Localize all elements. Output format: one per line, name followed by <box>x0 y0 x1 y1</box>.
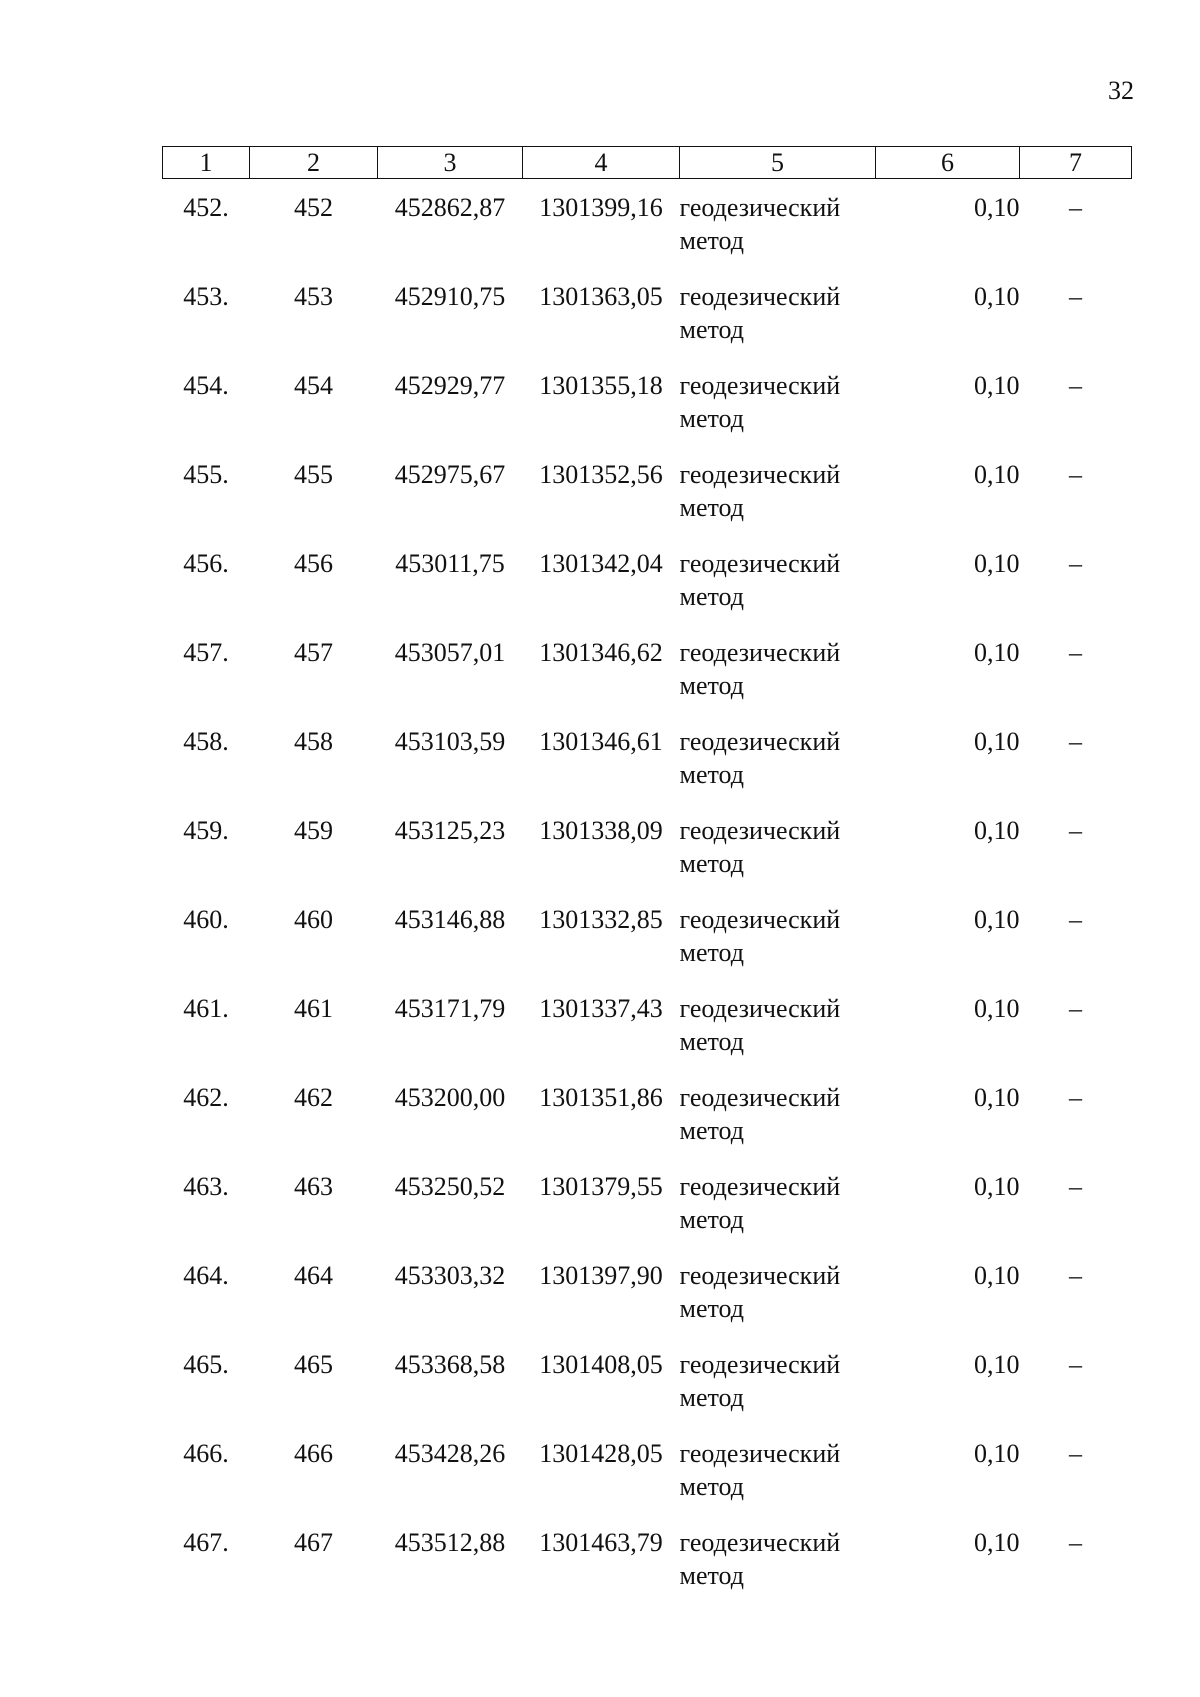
method-line-1: геодезический <box>679 371 841 400</box>
coordinate-y: 1301463,79 <box>539 1528 663 1557</box>
note: – <box>1069 638 1082 667</box>
accuracy: 0,10 <box>974 816 1020 845</box>
point-id: 460 <box>294 905 333 934</box>
coordinate-x-cell <box>378 1081 523 1170</box>
point-id-cell <box>250 1348 378 1437</box>
point-id-cell <box>250 280 378 369</box>
point-id-cell <box>250 1259 378 1348</box>
coordinate-y-cell <box>523 458 680 547</box>
coordinate-y: 1301379,55 <box>539 1172 663 1201</box>
note-cell <box>1020 814 1132 903</box>
method-line-1: геодезический <box>679 1350 841 1379</box>
row-number-cell <box>163 191 250 280</box>
table-row <box>163 992 1132 1081</box>
coordinate-x: 452862,87 <box>394 193 506 222</box>
row-number: 467. <box>183 1528 229 1557</box>
header-cell-7: 7 <box>1020 147 1132 179</box>
coordinate-y-cell <box>523 1081 680 1170</box>
method-cell <box>680 369 876 458</box>
table-row <box>163 903 1132 992</box>
point-id-cell <box>250 903 378 992</box>
table-row <box>163 191 1132 280</box>
coordinate-y-cell <box>523 1170 680 1259</box>
row-number-cell <box>163 814 250 903</box>
row-number: 462. <box>183 1083 229 1112</box>
note: – <box>1069 1261 1082 1290</box>
note-cell <box>1020 1170 1132 1259</box>
point-id: 463 <box>294 1172 333 1201</box>
point-id-cell <box>250 1526 378 1615</box>
point-id-cell <box>250 547 378 636</box>
point-id-cell <box>250 191 378 280</box>
accuracy: 0,10 <box>974 282 1020 311</box>
row-number: 458. <box>183 727 229 756</box>
row-number-cell <box>163 1437 250 1526</box>
note-cell <box>1020 191 1132 280</box>
accuracy-cell <box>876 458 1020 547</box>
point-id: 464 <box>294 1261 333 1290</box>
method-line-1: геодезический <box>679 638 841 667</box>
coordinate-y: 1301337,43 <box>539 994 663 1023</box>
note: – <box>1069 282 1082 311</box>
point-id: 459 <box>294 816 333 845</box>
method-line-1: геодезический <box>679 1261 841 1290</box>
coordinate-y: 1301397,90 <box>539 1261 663 1290</box>
method-line-1: геодезический <box>679 1528 841 1557</box>
point-id: 454 <box>294 371 333 400</box>
method-line-2: метод <box>679 582 744 611</box>
row-number: 460. <box>183 905 229 934</box>
method-cell <box>680 814 876 903</box>
table-row <box>163 369 1132 458</box>
point-id: 457 <box>294 638 333 667</box>
note-cell <box>1020 636 1132 725</box>
row-number: 466. <box>183 1439 229 1468</box>
method-cell <box>680 903 876 992</box>
coordinate-x-cell <box>378 1526 523 1615</box>
coordinate-x: 453368,58 <box>394 1350 506 1379</box>
method-line-2: метод <box>679 671 744 700</box>
method-line-1: геодезический <box>679 1172 841 1201</box>
point-id: 465 <box>294 1350 333 1379</box>
accuracy-cell <box>876 1348 1020 1437</box>
note-cell <box>1020 1081 1132 1170</box>
coordinate-x: 453103,59 <box>394 727 506 756</box>
accuracy: 0,10 <box>974 727 1020 756</box>
coordinate-y: 1301408,05 <box>539 1350 663 1379</box>
point-id: 453 <box>294 282 333 311</box>
note: – <box>1069 371 1082 400</box>
coordinates-table <box>162 146 1132 1615</box>
row-number-cell <box>163 1081 250 1170</box>
coordinate-y-cell <box>523 636 680 725</box>
note-cell <box>1020 992 1132 1081</box>
coordinate-y: 1301346,61 <box>539 727 663 756</box>
coordinate-x: 452975,67 <box>394 460 506 489</box>
point-id-cell <box>250 1081 378 1170</box>
table-row <box>163 1348 1132 1437</box>
accuracy-cell <box>876 191 1020 280</box>
row-number-cell <box>163 1348 250 1437</box>
method-cell <box>680 1437 876 1526</box>
method-line-2: метод <box>679 938 744 967</box>
row-number: 456. <box>183 549 229 578</box>
header-cell-5: 5 <box>680 147 876 179</box>
method-line-2: метод <box>679 1027 744 1056</box>
note-cell <box>1020 1526 1132 1615</box>
point-id: 467 <box>294 1528 333 1557</box>
method-cell <box>680 280 876 369</box>
coordinate-x-cell <box>378 1348 523 1437</box>
method-line-2: метод <box>679 226 744 255</box>
coordinate-x-cell <box>378 1437 523 1526</box>
method-line-1: геодезический <box>679 1439 841 1468</box>
coordinate-x: 453250,52 <box>394 1172 506 1201</box>
coordinate-y-cell <box>523 725 680 814</box>
coordinate-x: 453146,88 <box>394 905 506 934</box>
coordinate-y-cell <box>523 992 680 1081</box>
coordinate-y: 1301351,86 <box>539 1083 663 1112</box>
note: – <box>1069 193 1082 222</box>
row-number: 459. <box>183 816 229 845</box>
row-number: 454. <box>183 371 229 400</box>
accuracy-cell <box>876 1259 1020 1348</box>
accuracy: 0,10 <box>974 905 1020 934</box>
header-cell-6: 6 <box>876 147 1020 179</box>
coordinate-x-cell <box>378 191 523 280</box>
point-id: 461 <box>294 994 333 1023</box>
note: – <box>1069 549 1082 578</box>
point-id: 466 <box>294 1439 333 1468</box>
note-cell <box>1020 280 1132 369</box>
method-cell <box>680 1259 876 1348</box>
coordinate-x: 453125,23 <box>394 816 506 845</box>
method-line-2: метод <box>679 493 744 522</box>
coordinate-y: 1301355,18 <box>539 371 663 400</box>
method-line-2: метод <box>679 1116 744 1145</box>
accuracy: 0,10 <box>974 1439 1020 1468</box>
table-row <box>163 458 1132 547</box>
table-header <box>163 147 1132 179</box>
table-body <box>163 191 1132 1615</box>
accuracy: 0,10 <box>974 371 1020 400</box>
coordinate-x-cell <box>378 1170 523 1259</box>
method-line-2: метод <box>679 1561 744 1590</box>
coordinate-y: 1301332,85 <box>539 905 663 934</box>
table-row <box>163 547 1132 636</box>
coordinate-y-cell <box>523 1526 680 1615</box>
coordinate-y: 1301399,16 <box>539 193 663 222</box>
coordinate-y-cell <box>523 369 680 458</box>
coordinate-y: 1301352,56 <box>539 460 663 489</box>
coordinate-x: 453512,88 <box>394 1528 506 1557</box>
row-number: 464. <box>183 1261 229 1290</box>
table-row <box>163 1526 1132 1615</box>
page-number: 32 <box>1108 76 1134 105</box>
accuracy: 0,10 <box>974 1528 1020 1557</box>
coordinate-y-cell <box>523 547 680 636</box>
row-number-cell <box>163 725 250 814</box>
row-number-cell <box>163 458 250 547</box>
note-cell <box>1020 725 1132 814</box>
coordinate-y: 1301342,04 <box>539 549 663 578</box>
accuracy-cell <box>876 992 1020 1081</box>
accuracy: 0,10 <box>974 994 1020 1023</box>
accuracy-cell <box>876 636 1020 725</box>
method-cell <box>680 1081 876 1170</box>
method-cell <box>680 547 876 636</box>
coordinate-x-cell <box>378 903 523 992</box>
point-id: 452 <box>294 193 333 222</box>
point-id-cell <box>250 1170 378 1259</box>
point-id-cell <box>250 369 378 458</box>
coordinate-x: 452929,77 <box>394 371 506 400</box>
point-id: 455 <box>294 460 333 489</box>
header-cell-2: 2 <box>250 147 378 179</box>
coordinate-x-cell <box>378 547 523 636</box>
table-row <box>163 725 1132 814</box>
coordinate-x-cell <box>378 636 523 725</box>
row-number-cell <box>163 369 250 458</box>
method-line-2: метод <box>679 849 744 878</box>
method-cell <box>680 458 876 547</box>
coordinate-y-cell <box>523 1259 680 1348</box>
accuracy-cell <box>876 369 1020 458</box>
coordinate-y: 1301338,09 <box>539 816 663 845</box>
note: – <box>1069 727 1082 756</box>
method-cell <box>680 191 876 280</box>
table-row <box>163 1081 1132 1170</box>
header-row <box>163 147 1132 179</box>
point-id: 456 <box>294 549 333 578</box>
accuracy: 0,10 <box>974 460 1020 489</box>
note: – <box>1069 1528 1082 1557</box>
accuracy-cell <box>876 1526 1020 1615</box>
note: – <box>1069 1172 1082 1201</box>
note: – <box>1069 994 1082 1023</box>
coordinate-x: 453057,01 <box>394 638 506 667</box>
accuracy: 0,10 <box>974 1172 1020 1201</box>
table-row <box>163 1170 1132 1259</box>
note-cell <box>1020 458 1132 547</box>
method-line-1: геодезический <box>679 460 841 489</box>
coordinate-x-cell <box>378 1259 523 1348</box>
note-cell <box>1020 1259 1132 1348</box>
note-cell <box>1020 903 1132 992</box>
accuracy-cell <box>876 547 1020 636</box>
row-number: 452. <box>183 193 229 222</box>
row-number-cell <box>163 1170 250 1259</box>
coordinate-x: 453428,26 <box>394 1439 506 1468</box>
row-number-cell <box>163 280 250 369</box>
table-row <box>163 814 1132 903</box>
accuracy-cell <box>876 1170 1020 1259</box>
coordinate-x-cell <box>378 992 523 1081</box>
method-line-1: геодезический <box>679 1083 841 1112</box>
accuracy-cell <box>876 280 1020 369</box>
method-line-2: метод <box>679 1383 744 1412</box>
coordinate-x: 453171,79 <box>394 994 506 1023</box>
accuracy-cell <box>876 814 1020 903</box>
point-id-cell <box>250 814 378 903</box>
coordinate-y-cell <box>523 280 680 369</box>
method-line-2: метод <box>679 1472 744 1501</box>
row-number-cell <box>163 1526 250 1615</box>
coordinate-y: 1301428,05 <box>539 1439 663 1468</box>
method-line-1: геодезический <box>679 905 841 934</box>
method-cell <box>680 1526 876 1615</box>
coordinate-y: 1301346,62 <box>539 638 663 667</box>
coordinate-x: 453011,75 <box>395 549 505 578</box>
method-cell <box>680 1348 876 1437</box>
method-line-1: геодезический <box>679 193 841 222</box>
accuracy: 0,10 <box>974 638 1020 667</box>
coordinate-x-cell <box>378 725 523 814</box>
coordinate-x-cell <box>378 280 523 369</box>
note: – <box>1069 1439 1082 1468</box>
accuracy: 0,10 <box>974 193 1020 222</box>
method-line-2: метод <box>679 760 744 789</box>
row-number: 453. <box>183 282 229 311</box>
method-line-1: геодезический <box>679 727 841 756</box>
point-id-cell <box>250 458 378 547</box>
point-id: 462 <box>294 1083 333 1112</box>
row-number-cell <box>163 903 250 992</box>
accuracy-cell <box>876 725 1020 814</box>
method-cell <box>680 636 876 725</box>
coordinate-x-cell <box>378 458 523 547</box>
row-number: 455. <box>183 460 229 489</box>
coordinate-x: 453303,32 <box>394 1261 506 1290</box>
table-row <box>163 1437 1132 1526</box>
accuracy: 0,10 <box>974 1261 1020 1290</box>
row-number-cell <box>163 636 250 725</box>
note: – <box>1069 460 1082 489</box>
coordinate-y-cell <box>523 814 680 903</box>
note-cell <box>1020 547 1132 636</box>
coordinate-y: 1301363,05 <box>539 282 663 311</box>
method-cell <box>680 992 876 1081</box>
row-number-cell <box>163 547 250 636</box>
point-id: 458 <box>294 727 333 756</box>
table-row <box>163 1259 1132 1348</box>
header-cell-3: 3 <box>378 147 523 179</box>
header-cell-4: 4 <box>523 147 680 179</box>
method-line-2: метод <box>679 1294 744 1323</box>
method-cell <box>680 1170 876 1259</box>
point-id-cell <box>250 636 378 725</box>
method-line-1: геодезический <box>679 549 841 578</box>
method-line-2: метод <box>679 315 744 344</box>
method-line-1: геодезический <box>679 994 841 1023</box>
point-id-cell <box>250 725 378 814</box>
point-id-cell <box>250 992 378 1081</box>
row-number: 457. <box>183 638 229 667</box>
coordinate-y-cell <box>523 1348 680 1437</box>
accuracy-cell <box>876 1081 1020 1170</box>
accuracy-cell <box>876 1437 1020 1526</box>
header-cell-1: 1 <box>163 147 250 179</box>
accuracy: 0,10 <box>974 1350 1020 1379</box>
note: – <box>1069 1083 1082 1112</box>
note-cell <box>1020 369 1132 458</box>
row-number-cell <box>163 992 250 1081</box>
accuracy: 0,10 <box>974 549 1020 578</box>
table-row <box>163 636 1132 725</box>
method-line-2: метод <box>679 404 744 433</box>
method-line-2: метод <box>679 1205 744 1234</box>
coordinate-y-cell <box>523 903 680 992</box>
row-number-cell <box>163 1259 250 1348</box>
row-number: 463. <box>183 1172 229 1201</box>
accuracy: 0,10 <box>974 1083 1020 1112</box>
row-number: 461. <box>183 994 229 1023</box>
point-id-cell <box>250 1437 378 1526</box>
coordinate-y-cell <box>523 1437 680 1526</box>
method-line-1: геодезический <box>679 282 841 311</box>
accuracy-cell <box>876 903 1020 992</box>
note-cell <box>1020 1348 1132 1437</box>
coordinate-y-cell <box>523 191 680 280</box>
table-row <box>163 280 1132 369</box>
coordinate-x-cell <box>378 814 523 903</box>
method-cell <box>680 725 876 814</box>
note: – <box>1069 1350 1082 1379</box>
note-cell <box>1020 1437 1132 1526</box>
note: – <box>1069 905 1082 934</box>
coordinate-x-cell <box>378 369 523 458</box>
method-line-1: геодезический <box>679 816 841 845</box>
note: – <box>1069 816 1082 845</box>
coordinate-x: 452910,75 <box>394 282 506 311</box>
coordinate-x: 453200,00 <box>394 1083 506 1112</box>
row-number: 465. <box>183 1350 229 1379</box>
